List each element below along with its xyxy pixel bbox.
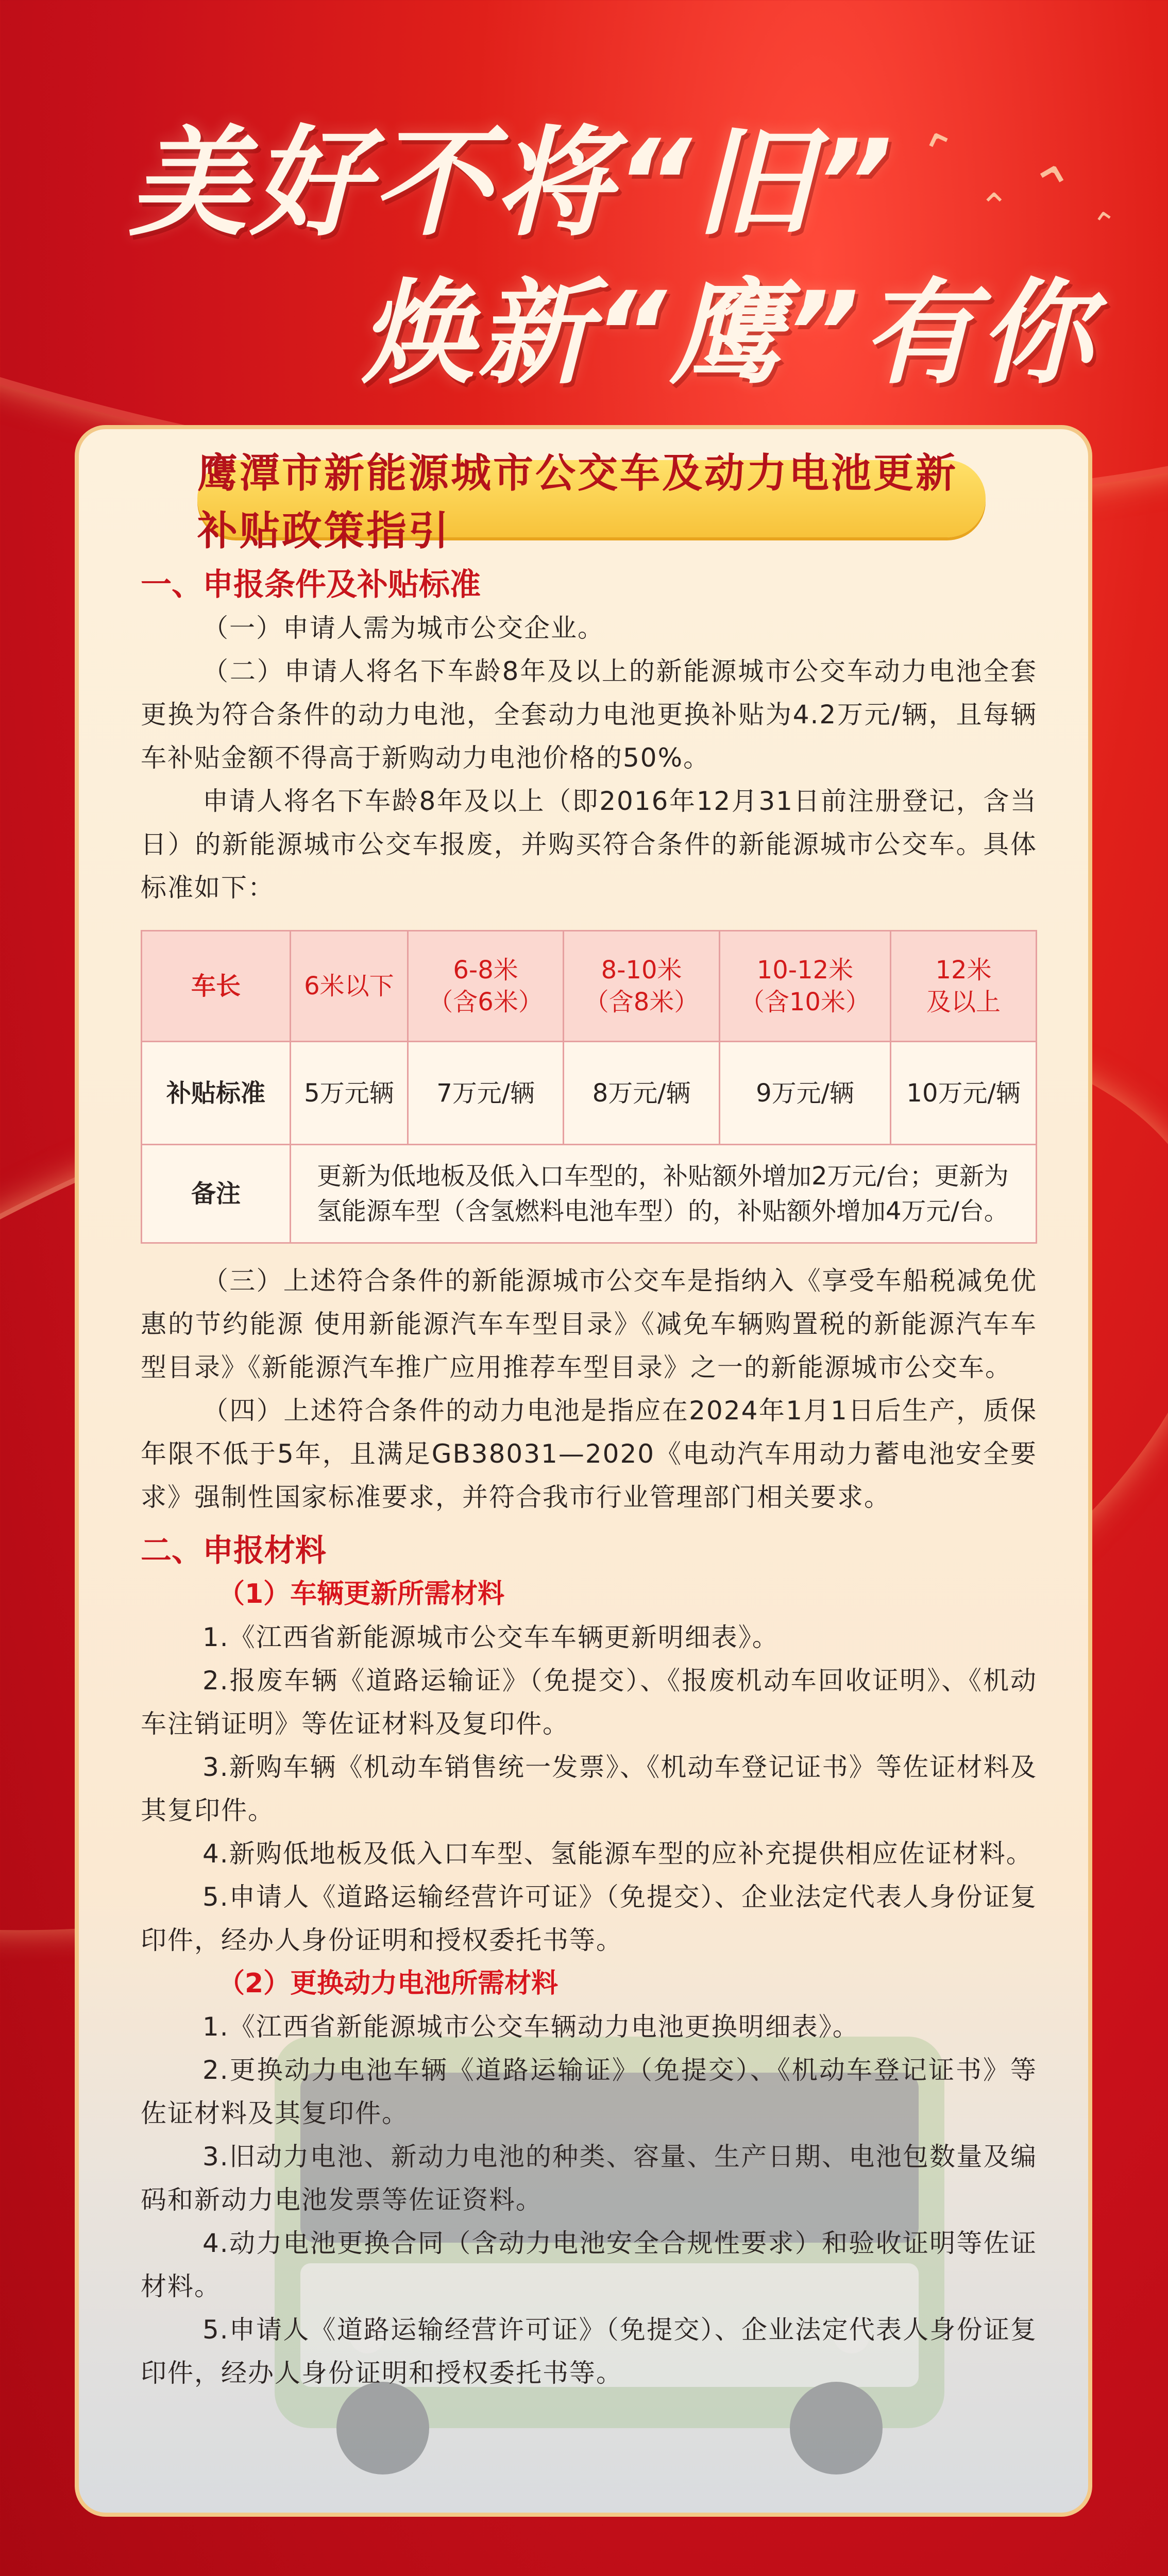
table-cell	[564, 931, 719, 1042]
table-row	[142, 1042, 1037, 1145]
table-cell: 补贴标准	[142, 1042, 291, 1145]
paragraph: （二）申请人将名下车龄8年及以上的新能源城市公交车动力电池全套更换为符合条件的动力电池，全套动力电池更换补贴为4.2万元/辆，且每辆车补贴金额不得高于新购动力电池价格的50%。	[141, 656, 1037, 773]
table-cell: 备注	[142, 1145, 291, 1243]
subsidy-table	[141, 930, 1037, 1244]
list-item: 2.更换动力电池车辆《道路运输证》（免提交）、《机动车登记证书》等佐证材料及其复印件。	[141, 2055, 1037, 2128]
cell-line: 8-10米	[601, 956, 682, 985]
cell-line: 及以上	[926, 988, 1001, 1016]
list-item: 5.申请人《道路运输经营许可证》（免提交）、企业法定代表人身份证复印件，经办人身份证明和授权委托书等。	[141, 1882, 1037, 1955]
list-item: 3.旧动力电池、新动力电池的种类、容量、生产日期、电池包数量及编码和新动力电池发票等佐证资料。	[141, 2142, 1037, 2215]
list-item: 1.《江西省新能源城市公交车车辆更新明细表》。	[202, 1622, 779, 1652]
policy-content	[141, 563, 1037, 2395]
table-cell: 8万元/辆	[564, 1042, 719, 1145]
cell-line: （含10米）	[739, 988, 870, 1016]
list-item: 5.申请人《道路运输经营许可证》（免提交）、企业法定代表人身份证复印件，经办人身份证明和授权委托书等。	[141, 2315, 1037, 2388]
table-row	[142, 1145, 1037, 1243]
bird-icon: ⌃	[914, 118, 970, 183]
list-item: 1.《江西省新能源城市公交车辆动力电池更换明细表》。	[202, 2012, 859, 2042]
table-note: 更新为低地板及低入口车型的，补贴额外增加2万元/台；更新为氢能源车型（含氢燃料电池车型）的，补贴额外增加4万元/台。	[291, 1145, 1037, 1243]
table-cell: 10万元/辆	[891, 1042, 1037, 1145]
cell-line: 12米	[935, 956, 992, 985]
table-cell	[408, 931, 563, 1042]
table-cell: 9万元/辆	[719, 1042, 890, 1145]
cell-line: 10-12米	[756, 956, 854, 985]
table-cell: 5万元辆	[291, 1042, 408, 1145]
bird-icon: ⌃	[1018, 149, 1081, 226]
table-cell	[891, 931, 1037, 1042]
section-heading: 一、申报条件及补贴标准	[141, 567, 481, 603]
paragraph: （三）上述符合条件的新能源城市公交车是指纳入《享受车船税减免优惠的节约能源 使用新能源汽车车型目录》《减免车辆购置税的新能源汽车车型目录》《新能源汽车推广应用推荐车型目录》之一的新能源城市公交车。	[141, 1266, 1037, 1382]
hero-title-line2: 焕新“鹰”有你	[361, 267, 1095, 399]
paragraph: （四）上述符合条件的动力电池是指应在2024年1月1日后生产，质保年限不低于5年，且满足GB38031—2020《电动汽车用动力蓄电池安全要求》强制性国家标准要求，并符合我市行业管理部门相关要求。	[141, 1396, 1037, 1512]
paragraph: （一）申请人需为城市公交企业。	[202, 613, 604, 643]
cell-line: 6-8米	[453, 956, 518, 985]
cell-line: （含8米）	[584, 988, 699, 1016]
bird-icon: ⌃	[979, 185, 1009, 228]
list-item: 3.新购车辆《机动车销售统一发票》、《机动车登记证书》等佐证材料及其复印件。	[141, 1752, 1037, 1825]
bird-icon: ⌃	[1089, 204, 1121, 244]
table-cell: 7万元/辆	[408, 1042, 563, 1145]
page-title: 鹰潭市新能源城市公交车及动力电池更新补贴政策指引	[197, 450, 958, 554]
hero-title-line1: 美好不将“旧”	[129, 115, 896, 252]
cell-line: （含6米）	[428, 988, 543, 1016]
list-item: 4.动力电池更换合同（含动力电池安全合规性要求）和验收证明等佐证材料。	[141, 2228, 1037, 2301]
table-cell	[719, 931, 890, 1042]
table-cell: 车长	[142, 931, 291, 1042]
section-heading: 二、申报材料	[141, 1533, 326, 1569]
subsection-heading: （2）更换动力电池所需材料	[218, 1968, 558, 1999]
paragraph: 申请人将名下车龄8年及以上（即2016年12月31日前注册登记，含当日）的新能源城市公交车报废，并购买符合条件的新能源城市公交车。具体标准如下：	[141, 786, 1037, 903]
title-banner	[197, 450, 986, 554]
table-cell: 6米以下	[291, 931, 408, 1042]
subsection-heading: （1）车辆更新所需材料	[218, 1579, 505, 1609]
list-item: 4.新购低地板及低入口车型、氢能源车型的应补充提供相应佐证材料。	[202, 1839, 1033, 1869]
list-item: 2.报废车辆《道路运输证》（免提交）、《报废机动车回收证明》、《机动车注销证明》等佐证材料及复印件。	[141, 1666, 1037, 1739]
policy-card	[75, 425, 1092, 2517]
table-row	[142, 931, 1037, 1042]
